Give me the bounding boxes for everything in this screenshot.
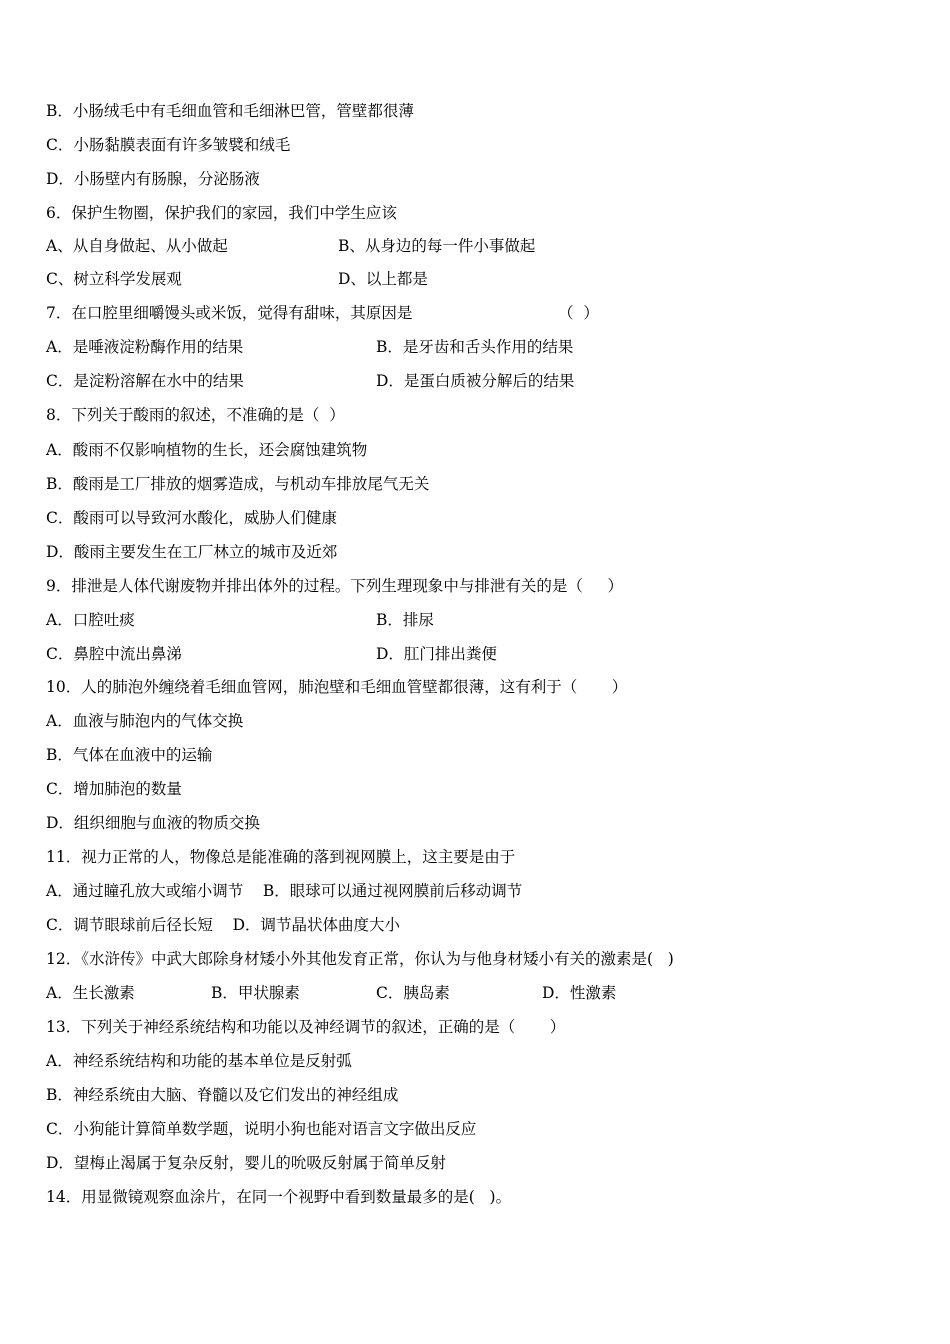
q11-options-ab: A．通过瞳孔放大或缩小调节 B．眼球可以通过视网膜前后移动调节 — [46, 882, 523, 900]
q6-options-cd — [46, 268, 428, 290]
q6-options-ab — [46, 235, 536, 257]
q12-option-a: A．生长激素 — [46, 984, 135, 1002]
q7-stem: 7．在口腔里细嚼馒头或米饭，觉得有甜味，其原因是 （ ） — [46, 304, 599, 322]
q10-option-a: A．血液与肺泡内的气体交换 — [46, 712, 244, 730]
q12-option-c: C．胰岛素 — [376, 984, 450, 1002]
q8-option-d: D．酸雨主要发生在工厂林立的城市及近郊 — [46, 543, 338, 561]
q7-answer-bracket: （ ） — [558, 304, 599, 322]
q13-option-a: A．神经系统结构和功能的基本单位是反射弧 — [46, 1052, 352, 1070]
q14-stem: 14．用显微镜观察血涂片，在同一个视野中看到数量最多的是( )。 — [46, 1188, 512, 1206]
q5-option-b: B．小肠绒毛中有毛细血管和毛细淋巴管，管壁都很薄 — [46, 102, 414, 120]
q6-option-c: C、树立科学发展观 — [46, 270, 182, 288]
q12-stem: 12．《水浒传》中武大郎除身材矮小外其他发育正常，你认为与他身材矮小有关的激素是( ) — [46, 950, 674, 968]
q6-stem: 6．保护生物圈，保护我们的家园，我们中学生应该 — [46, 204, 397, 222]
q13-stem: 13．下列关于神经系统结构和功能以及神经调节的叙述，正确的是（ ） — [46, 1018, 566, 1036]
q7-option-a: A．是唾液淀粉酶作用的结果 — [46, 338, 244, 356]
q13-option-c: C．小狗能计算简单数学题，说明小狗也能对语言文字做出反应 — [46, 1120, 477, 1138]
q8-option-a: A．酸雨不仅影响植物的生长，还会腐蚀建筑物 — [46, 441, 368, 459]
q9-stem: 9．排泄是人体代谢废物并排出体外的过程。下列生理现象中与排泄有关的是（ ） — [46, 577, 623, 595]
q10-option-b: B．气体在血液中的运输 — [46, 746, 213, 764]
q6-option-a: A、从自身做起、从小做起 — [46, 237, 228, 255]
q9-option-a: A．口腔吐痰 — [46, 611, 135, 629]
q7-options-ab — [46, 336, 574, 358]
q9-options-ab — [46, 609, 434, 631]
q9-options-cd — [46, 643, 497, 665]
q5-option-c: C．小肠黏膜表面有许多皱襞和绒毛 — [46, 136, 291, 154]
q10-stem: 10．人的肺泡外缠绕着毛细血管网，肺泡壁和毛细血管壁都很薄，这有利于（ ） — [46, 678, 628, 696]
q13-option-d: D．望梅止渴属于复杂反射，婴儿的吮吸反射属于简单反射 — [46, 1154, 446, 1172]
q6-option-b: B、从身边的每一件小事做起 — [338, 237, 536, 255]
q7-option-c: C．是淀粉溶解在水中的结果 — [46, 372, 244, 390]
q9-option-d: D．肛门排出粪便 — [376, 645, 497, 663]
q11-options-cd: C．调节眼球前后径长短 D．调节晶状体曲度大小 — [46, 916, 400, 934]
q12-option-d: D．性激素 — [542, 984, 617, 1002]
q8-option-c: C．酸雨可以导致河水酸化，威胁人们健康 — [46, 509, 337, 527]
q7-option-d: D．是蛋白质被分解后的结果 — [376, 372, 575, 390]
q10-option-c: C．增加肺泡的数量 — [46, 780, 182, 798]
q7-option-b: B．是牙齿和舌头作用的结果 — [376, 338, 574, 356]
q11-stem: 11．视力正常的人，物像总是能准确的落到视网膜上，这主要是由于 — [46, 848, 516, 866]
q8-stem: 8．下列关于酸雨的叙述，不准确的是（ ） — [46, 406, 345, 424]
q12-option-b: B．甲状腺素 — [211, 984, 300, 1002]
q5-option-d: D．小肠壁内有肠腺，分泌肠液 — [46, 170, 260, 188]
q9-option-c: C．鼻腔中流出鼻涕 — [46, 645, 182, 663]
q10-option-d: D．组织细胞与血液的物质交换 — [46, 814, 260, 832]
q13-option-b: B．神经系统由大脑、脊髓以及它们发出的神经组成 — [46, 1086, 399, 1104]
q6-option-d: D、以上都是 — [338, 270, 428, 288]
q12-options — [46, 982, 617, 1004]
q7-options-cd — [46, 370, 575, 392]
q8-option-b: B．酸雨是工厂排放的烟雾造成，与机动车排放尾气无关 — [46, 475, 430, 493]
q9-option-b: B．排尿 — [376, 611, 434, 629]
